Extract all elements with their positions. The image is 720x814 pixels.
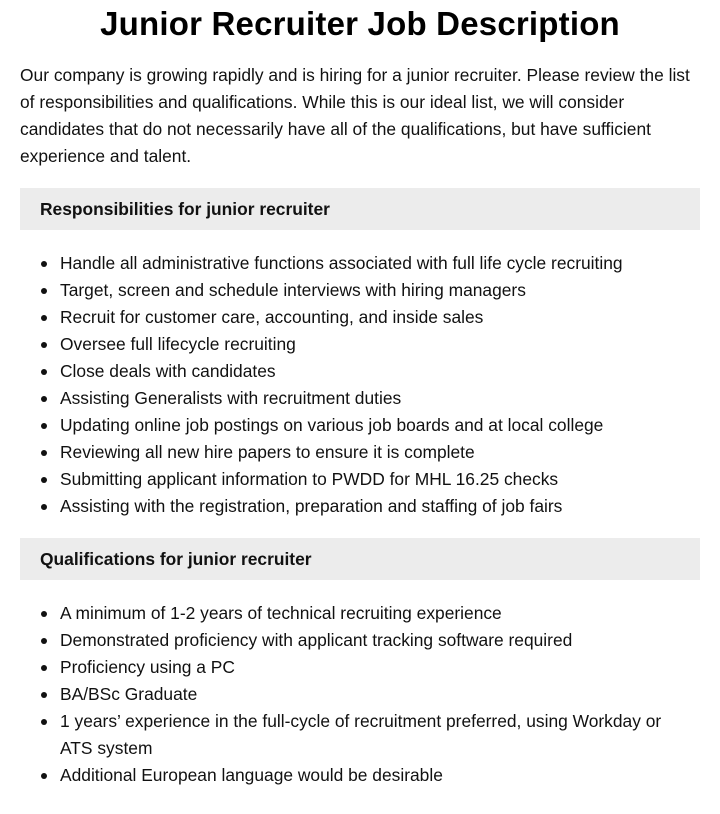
bullet-icon (41, 261, 47, 267)
list-item-text: Reviewing all new hire papers to ensure it is complete (60, 442, 475, 462)
list-item (20, 627, 700, 654)
list-item-text: BA/BSc Graduate (60, 684, 198, 704)
list-item-text: Oversee full lifecycle recruiting (60, 334, 296, 354)
list-item (20, 762, 700, 789)
bullet-icon (41, 504, 47, 510)
list-item (20, 466, 700, 493)
list-item-text: Demonstrated proficiency with applicant tracking software required (60, 630, 573, 650)
list-item (20, 600, 700, 627)
bullet-icon (41, 477, 47, 483)
list-item-text: Submitting applicant information to PWDD for MHL 16.25 checks (60, 469, 559, 489)
list-item-text: 1 years’ experience in the full-cycle of recruitment preferred, using Workday or ATS system (60, 711, 662, 758)
bullet-icon (41, 719, 47, 725)
list-item (20, 681, 700, 708)
bullet-icon (41, 773, 47, 779)
list-item (20, 439, 700, 466)
list-item (20, 358, 700, 385)
list-item (20, 708, 700, 762)
list-item (20, 493, 700, 520)
qualifications-heading: Qualifications for junior recruiter (20, 538, 700, 580)
bullet-icon (41, 638, 47, 644)
list-item (20, 412, 700, 439)
bullet-icon (41, 692, 47, 698)
page-title: Junior Recruiter Job Description (100, 5, 620, 42)
list-item-text: Assisting Generalists with recruitment duties (60, 388, 402, 408)
responsibilities-list (20, 250, 700, 520)
list-item-text: Updating online job postings on various job boards and at local college (60, 415, 604, 435)
responsibilities-heading: Responsibilities for junior recruiter (20, 188, 700, 230)
list-item (20, 385, 700, 412)
intro-paragraph: Our company is growing rapidly and is hiring for a junior recruiter. Please review the list of responsibilities and qualifications. While this is our ideal list, we will consider candidates that do not necessarily have all of the qualifications, but have sufficient experience and talent. (20, 65, 690, 166)
bullet-icon (41, 611, 47, 617)
bullet-icon (41, 665, 47, 671)
list-item-text: Target, screen and schedule interviews with hiring managers (60, 280, 526, 300)
qualifications-list (20, 600, 700, 789)
list-item-text: Close deals with candidates (60, 361, 276, 381)
bullet-icon (41, 288, 47, 294)
list-item-text: Recruit for customer care, accounting, and inside sales (60, 307, 484, 327)
list-item (20, 654, 700, 681)
bullet-icon (41, 369, 47, 375)
list-item (20, 250, 700, 277)
list-item (20, 331, 700, 358)
list-item-text: Handle all administrative functions associated with full life cycle recruiting (60, 253, 623, 273)
list-item-text: Additional European language would be desirable (60, 765, 443, 785)
bullet-icon (41, 423, 47, 429)
bullet-icon (41, 450, 47, 456)
bullet-icon (41, 396, 47, 402)
bullet-icon (41, 342, 47, 348)
list-item-text: A minimum of 1-2 years of technical recruiting experience (60, 603, 502, 623)
list-item (20, 277, 700, 304)
list-item-text: Proficiency using a PC (60, 657, 235, 677)
list-item-text: Assisting with the registration, preparation and staffing of job fairs (60, 496, 563, 516)
list-item (20, 304, 700, 331)
bullet-icon (41, 315, 47, 321)
